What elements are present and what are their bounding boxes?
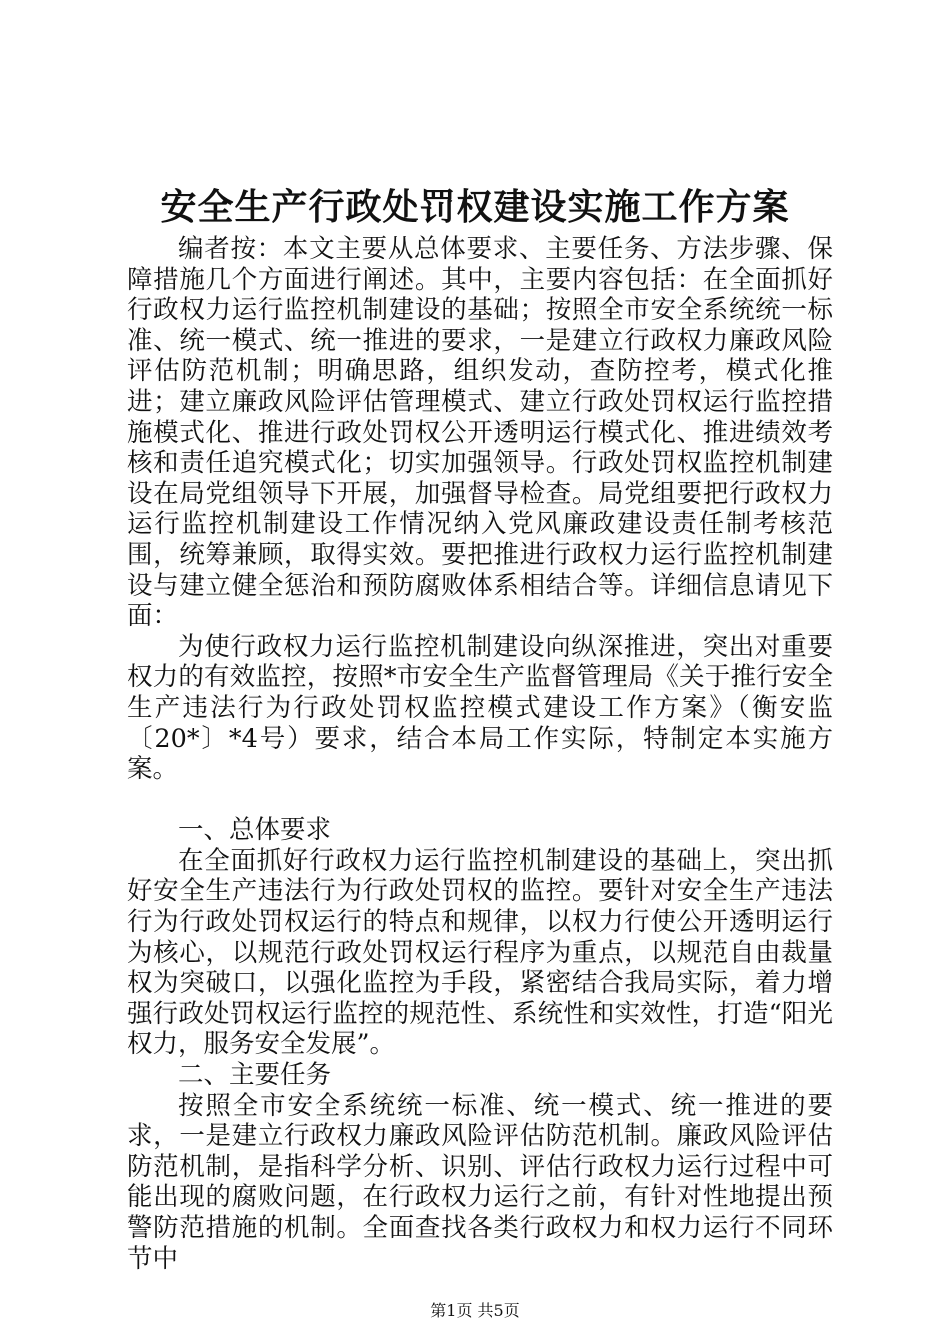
paragraph-spacer <box>127 785 833 816</box>
general-requirements-paragraph: 在全面抓好行政权力运行监控机制建设的基础上，突出抓好安全生产违法行为行政处罚权的监控。要针对安全生产违法行为行政处罚权运行的特点和规律，以权力行使公开透明运行为核心，以规范行政处罚权运行程序为重点，以规范自由裁量权为突破口，以强化监控为手段，紧密结合我局实际，着力增强行政处罚权运行监控的规范性、系统性和实效性，打造“阳光权力，服务安全发展”。 <box>127 845 833 1060</box>
page-number-footer: 第1页 共5页 <box>430 1301 520 1320</box>
document-title: 安全生产行政处罚权建设实施工作方案 <box>160 186 790 228</box>
section-heading-main-tasks: 二、主要任务 <box>178 1060 332 1091</box>
section-heading-general-requirements: 一、总体要求 <box>178 815 332 846</box>
document-body <box>127 234 833 1274</box>
editor-note-paragraph: 编者按：本文主要从总体要求、主要任务、方法步骤、保障措施几个方面进行阐述。其中，主要内容包括：在全面抓好行政权力运行监控机制建设的基础；按照全市安全系统统一标准、统一模式、统一推进的要求，一是建立行政权力廉政风险评估防范机制；明确思路，组织发动，查防控考，模式化推进；建立廉政风险评估管理模式、建立行政处罚权运行监控措施模式化、推进行政处罚权公开透明运行模式化、推进绩效考核和责任追究模式化；切实加强领导。行政处罚权监控机制建设在局党组领导下开展，加强督导检查。局党组要把行政权力运行监控机制建设工作情况纳入党风廉政建设责任制考核范围，统筹兼顾，取得实效。要把推进行政权力运行监控机制建设与建立健全惩治和预防腐败体系相结合等。详细信息请见下面： <box>127 234 833 632</box>
intro-paragraph: 为使行政权力运行监控机制建设向纵深推进，突出对重要权力的有效监控，按照*市安全生产监督管理局《关于推行安全生产违法行为行政处罚权监控模式建设工作方案》（衡安监〔20*〕*4号）要求，结合本局工作实际，特制定本实施方案。 <box>127 631 833 785</box>
main-tasks-paragraph: 按照全市安全系统统一标准、统一模式、统一推进的要求，一是建立行政权力廉政风险评估防范机制。廉政风险评估防范机制，是指科学分析、识别、评估行政权力运行过程中可能出现的腐败问题，在行政权力运行之前，有针对性地提出预警防范措施的机制。全面查找各类行政权力和权力运行不同环节中 <box>127 1090 833 1274</box>
